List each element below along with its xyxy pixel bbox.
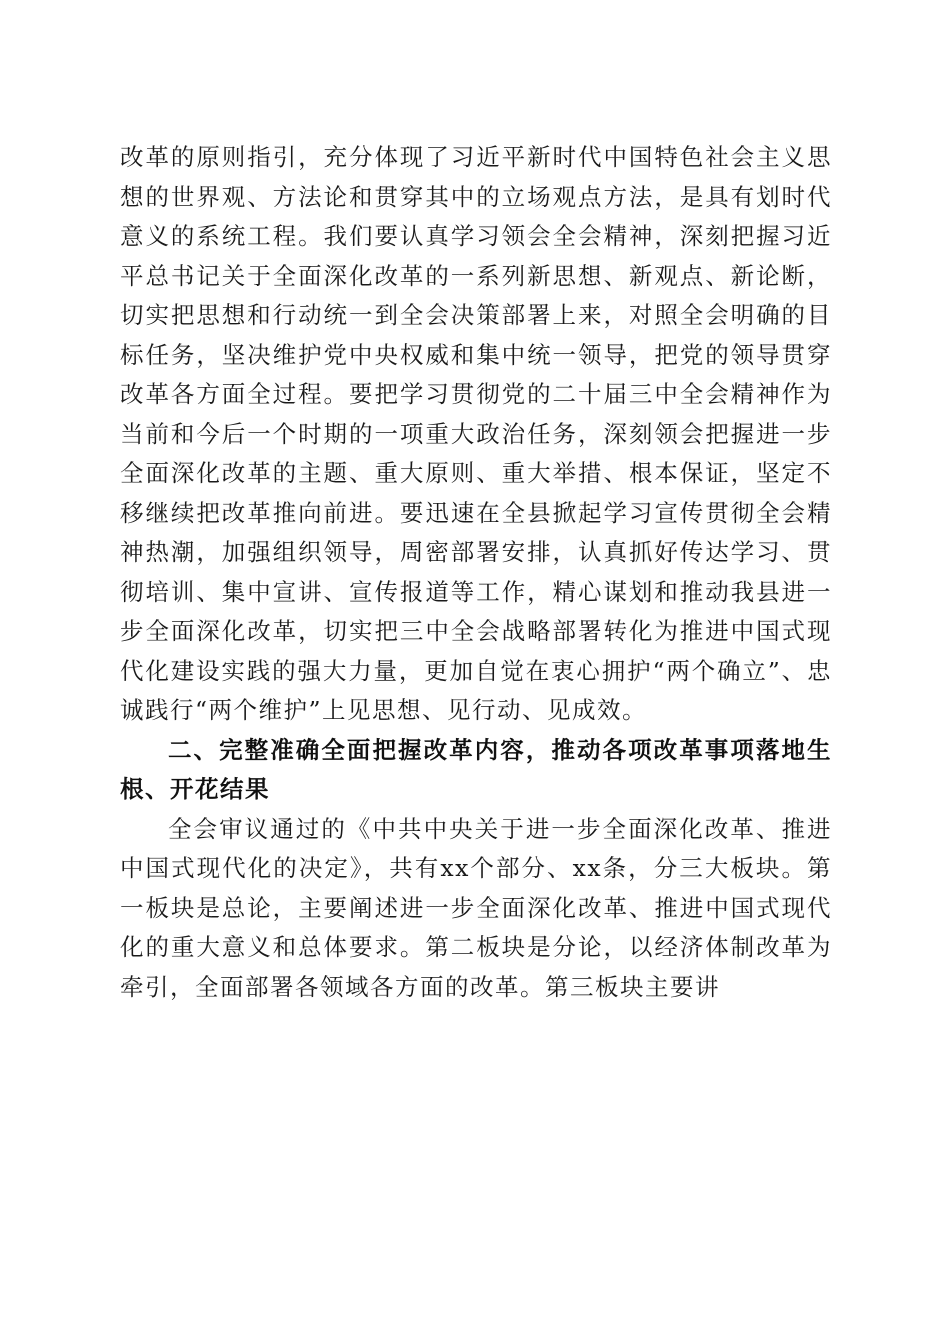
document-body (120, 138, 832, 1007)
body-paragraph-continued: 改革的原则指引，充分体现了习近平新时代中国特色社会主义思想的世界观、方法论和贯穿其中的立场观点方法，是具有划时代意义的系统工程。我们要认真学习领会全会精神，深刻把握习近平总书记关于全面深化改革的一系列新思想、新观点、新论断，切实把思想和行动统一到全会决策部署上来，对照全会明确的目标任务，坚决维护党中央权威和集中统一领导，把党的领导贯穿改革各方面全过程。要把学习贯彻党的二十届三中全会精神作为当前和今后一个时期的一项重大政治任务，深刻领会把握进一步全面深化改革的主题、重大原则、重大举措、根本保证，坚定不移继续把改革推向前进。要迅速在全县掀起学习宣传贯彻全会精神热潮，加强组织领导，周密部署安排，认真抓好传达学习、贯彻培训、集中宣讲、宣传报道等工作，精心谋划和推动我县进一步全面深化改革，切实把三中全会战略部署转化为推进中国式现代化建设实践的强大力量，更加自觉在衷心拥护“两个确立”、忠诚践行“两个维护”上见思想、见行动、见成效。 (120, 143, 832, 724)
section-heading: 二、完整准确全面把握改革内容，推动各项改革事项落地生根、开花结果 (120, 735, 832, 803)
body-paragraph-2: 全会审议通过的《中共中央关于进一步全面深化改革、推进中国式现代化的决定》，共有xx个部分、xx条，分三大板块。第一板块是总论，主要阐述进一步全面深化改革、推进中国式现代化的重大意义和总体要求。第二板块是分论，以经济体制改革为牵引，全面部署各领域各方面的改革。第三板块主要讲 (120, 814, 832, 1001)
